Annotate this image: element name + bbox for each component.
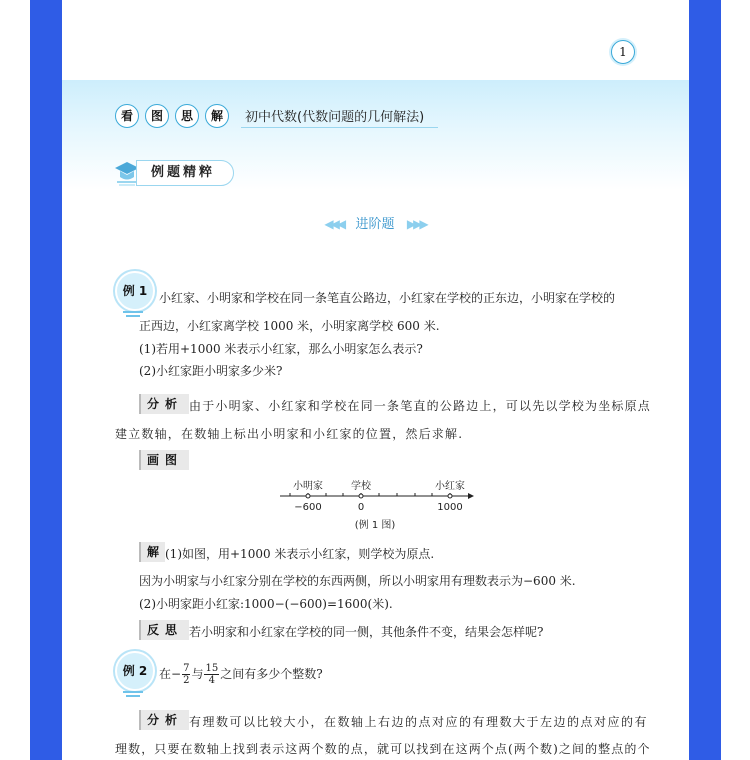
header-tag: 看 [115, 104, 139, 128]
example-1-line: (1)若用+1000 米表示小红家，那么小明家怎么表示? [139, 342, 423, 356]
point-xiaohong [448, 494, 452, 498]
number-line-figure [270, 474, 480, 532]
right-blue-border [689, 0, 721, 760]
right-arrows-icon: ▶▶▶ [406, 217, 426, 231]
analysis-text: 理数，只要在数轴上找到表示这两个数的点，就可以找到在这两个点(两个数)之间的整点的个 [115, 742, 651, 756]
section-title: 例题精粹 [136, 160, 234, 186]
number-line-value: 0 [357, 502, 365, 513]
example-1-line: 小红家、小明家和学校在同一条笔直公路边，小红家在学校的正东边，小明家在学校的 [159, 291, 616, 305]
draw-label: 画图 [139, 450, 189, 470]
analysis-text: 由于小明家、小红家和学校在同一条笔直的公路边上，可以先以学校为坐标原点 [189, 399, 652, 413]
page-margin-right [721, 0, 750, 760]
level-heading [0, 213, 750, 232]
example-1-badge: 例 1 [115, 271, 155, 311]
question-text: 与 [191, 667, 204, 681]
solution-text: (1)如图，用+1000 米表示小红家，则学校为原点. [165, 547, 435, 561]
point-school [359, 494, 363, 498]
denominator: 2 [183, 675, 190, 686]
analysis-text: 建立数轴，在数轴上标出小明家和小红家的位置，然后求解. [115, 427, 464, 441]
denominator: 4 [208, 675, 215, 686]
figure-caption: (例 1 图) [354, 520, 396, 531]
page-number: 1 [611, 40, 635, 64]
fraction [204, 663, 219, 686]
number-line-label: 小明家 [293, 481, 323, 492]
question-text: 之间有多少个整数? [220, 667, 323, 681]
badge-underline-icon [123, 691, 143, 699]
question-text: 在− [159, 667, 182, 681]
header-tag: 图 [145, 104, 169, 128]
example-1-line: (2)小红家距小明家多少米? [139, 364, 283, 378]
numerator: 15 [205, 663, 219, 674]
solution-text: 因为小明家与小红家分别在学校的东西两侧，所以小明家用有理数表示为−600 米. [139, 574, 576, 588]
example-2-question [159, 663, 323, 686]
header-tag: 思 [175, 104, 199, 128]
number-line-value: 1000 [437, 502, 463, 513]
chapter-title: 初中代数(代数问题的几何解法) [241, 104, 438, 128]
example-1-line: 正西边，小红家离学校 1000 米，小明家离学校 600 米. [139, 319, 440, 333]
number-line-label: 小红家 [435, 481, 465, 492]
numerator: 7 [183, 663, 190, 674]
header-tag: 解 [205, 104, 229, 128]
example-2-badge: 例 2 [115, 651, 155, 691]
chapter-header [115, 104, 438, 128]
section-header [114, 160, 234, 186]
reflect-text: 若小明家和小红家在学校的同一侧，其他条件不变，结果会怎样呢? [189, 625, 544, 639]
axis-arrow-icon [468, 493, 474, 499]
page-margin-left [0, 0, 30, 760]
left-arrows-icon: ◀◀◀ [324, 217, 344, 231]
left-blue-border [30, 0, 62, 760]
analysis-label: 分析 [139, 394, 189, 414]
reflect-label: 反思 [139, 620, 189, 640]
solution-label: 解 [139, 542, 165, 562]
level-title: 进阶题 [355, 217, 395, 232]
number-line-value: −600 [294, 502, 322, 513]
number-line-label: 学校 [351, 481, 371, 492]
point-xiaoming [306, 494, 310, 498]
fraction [182, 663, 190, 686]
solution-text: (2)小明家距小红家:1000−(−600)=1600(米). [139, 597, 393, 611]
analysis-label: 分析 [139, 710, 189, 730]
analysis-text: 有理数可以比较大小，在数轴上右边的点对应的有理数大于左边的点对应的有 [189, 715, 649, 729]
